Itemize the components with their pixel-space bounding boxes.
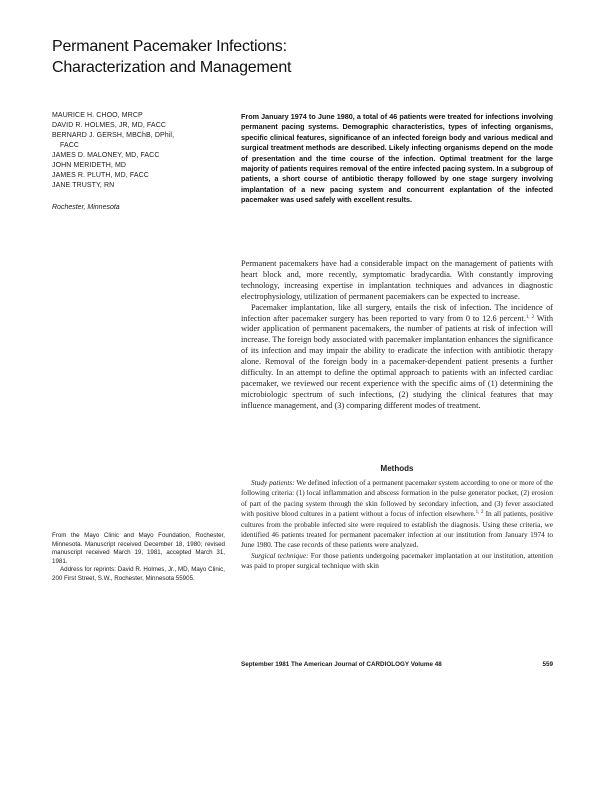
page-number: 559 bbox=[542, 661, 553, 668]
abstract: From January 1974 to June 1980, a total of 46 patients were treated for infections involving permanent pacing systems. Demographic characteristics, types of infecting organisms, specific clinical features, significance of an infected foreign body and various medical and surgical treatment methods are described. Likely infecting organisms depend on the mode of presentation and the time course of the infection. Optimal treatment for the large majority of patients requires removal of the entire infected pacing system. In a subgroup of patients, a short course of antibiotic therapy followed by one stage surgery involving implantation of a new pacing system and concurrent explantation of the infected pacemaker was used safely with excellent results. bbox=[241, 112, 553, 205]
methods-text: In all patients, positive cultures from the probable infected site were required to establish the diagnosis. Using these criteria, we identified 46 patients treated for permanent pacemaker infection at our institution from January 1974 to June 1980. The case records of these patients were analyzed. bbox=[241, 509, 554, 550]
author: MAURICE H. CHOO, MRCP bbox=[52, 112, 143, 119]
page-footer bbox=[241, 661, 553, 668]
methods-paragraph-study-patients bbox=[241, 478, 553, 551]
author-location: Rochester, Minnesota bbox=[52, 204, 120, 211]
author: JAMES R. PLUTH, MD, FACC bbox=[52, 172, 149, 179]
article-title bbox=[52, 36, 552, 78]
journal-citation: September 1981 The American Journal of CARDIOLOGY Volume 48 bbox=[241, 661, 442, 668]
author: DAVID R. HOLMES, JR, MD, FACC bbox=[52, 122, 167, 129]
author: JANE TRUSTY, RN bbox=[52, 182, 115, 189]
affiliation-footnote bbox=[52, 532, 225, 584]
article-title-line-1: Permanent Pacemaker Infections: bbox=[52, 38, 287, 55]
methods-text: We defined infection of a permanent pacemaker system according to one or more of the following criteria: (1) local inflammation and abscess formation in the pulse generator pocket, (2) erosion of part of the pacing system through the skin followed by secondary infection, and (3) fever associated with positive blood cultures in a patient without a focus of infection elsewhere. bbox=[241, 478, 553, 519]
run-in-heading: Study patients: bbox=[251, 478, 295, 487]
author-list bbox=[52, 111, 227, 191]
article-title-line-2: Characterization and Management bbox=[52, 59, 292, 76]
intro-text: Pacemaker implantation, like all surgery, entails the risk of infection. The incidence of infection after pacemaker surgery has been reported to vary from 0 to 12.6 percent. bbox=[241, 302, 553, 323]
citation: 1, 2 bbox=[475, 510, 484, 516]
author: JOHN MERIDETH, MD bbox=[52, 162, 127, 169]
affiliation-text: From the Mayo Clinic and Mayo Foundation, Rochester, Minnesota. Manuscript received December 18, 1980; revised manuscript received March 19, 1981, accepted March 31, 1981. bbox=[52, 532, 225, 565]
intro-paragraph-2 bbox=[241, 303, 553, 412]
reprint-address: Address for reprints: David R. Holmes, Jr., MD, Mayo Clinic, 200 First Street, S.W., Rochester, Minnesota 55905. bbox=[52, 566, 225, 582]
author: BERNARD J. GERSH, MBChB, DPhil, bbox=[52, 132, 175, 139]
run-in-heading: Surgical technique: bbox=[251, 550, 309, 560]
citation: 1, 2 bbox=[525, 314, 535, 320]
methods-text: For those patients undergoing pacemaker implantation at our institution, attention was paid to proper surgical technique with skin bbox=[241, 550, 553, 571]
introduction bbox=[241, 259, 553, 412]
author: JAMES D. MALONEY, MD, FACC bbox=[52, 152, 160, 159]
section-heading-methods: Methods bbox=[380, 464, 414, 473]
author-continued: FACC bbox=[60, 142, 80, 149]
intro-text: With wider application of permanent pacemakers, the number of patients at risk of infection will increase. The foreign body associated with pacemaker implantation enhances the significance of its infection and may impair the ability to eradicate the infection with antibiotic therapy alone. Removal of the foreign body in a pacemaker-dependent patient presents a further difficulty. In an attempt to define the optimal approach to patients with an infected cardiac pacemaker, we reviewed our recent experience with the specific aims of (1) determining the microbiologic spectrum of such infections, (2) studying the clinical features that may influence management, and (3) comparing different modes of treatment. bbox=[241, 313, 554, 410]
methods-section bbox=[241, 478, 553, 572]
methods-paragraph-surgical-technique bbox=[241, 551, 553, 572]
intro-paragraph-1: Permanent pacemakers have had a considerable impact on the management of patients with heart block and, more recently, symptomatic bradycardia. With constantly improving technology, increasing expertise in implantation techniques and advances in diagnostic electrophysiology, utilization of permanent pacemakers can be expected to increase. bbox=[241, 259, 553, 301]
